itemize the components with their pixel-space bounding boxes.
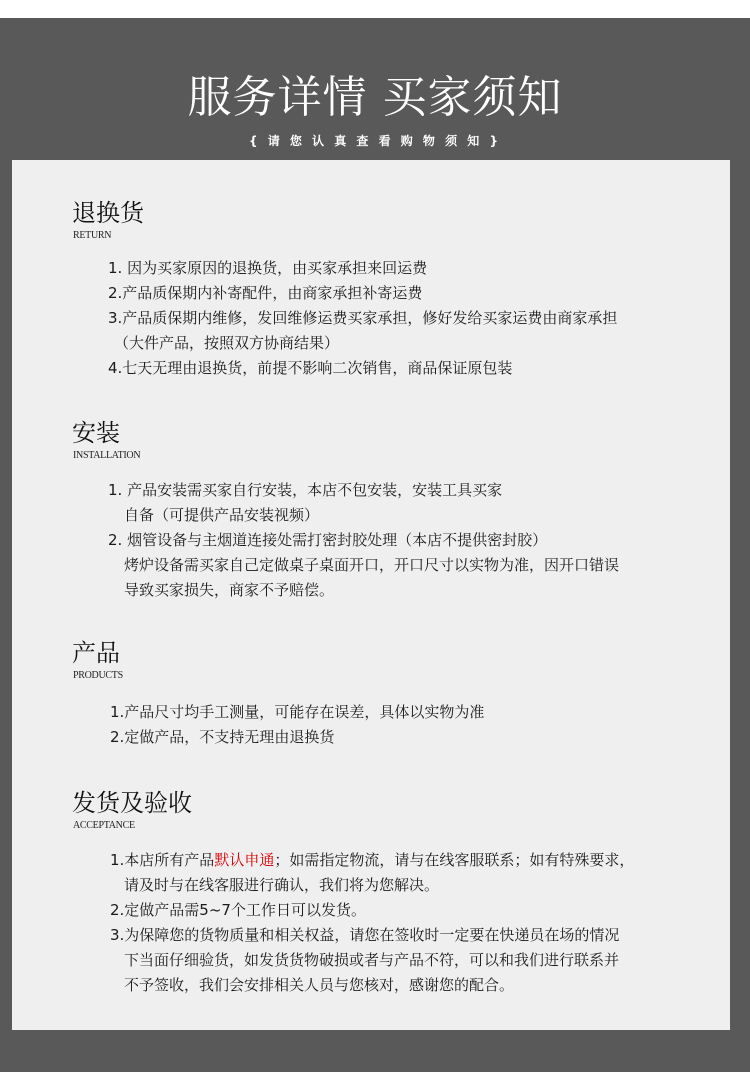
section-subtitle: RETURN (73, 230, 112, 241)
section-subtitle: PRODUCTS (73, 670, 123, 681)
list-item: 4.七天无理由退换货，前提不影响二次销售，商品保证原包装 (108, 359, 513, 377)
page-title: 服务详情 买家须知 (187, 72, 563, 123)
section-title: 发货及验收 (72, 789, 192, 817)
list-item: 2. 烟管设备与主烟道连接处需打密封胶处理（本店不提供密封胶） (108, 531, 548, 549)
list-item: 1. 因为买家原因的退换货，由买家承担来回运费 (108, 259, 428, 277)
section-subtitle: INSTALLATION (73, 450, 141, 461)
section-subtitle: ACCEPTANCE (73, 820, 135, 831)
list-item: 3.产品质保期内维修，发回维修运费买家承担，修好发给买家运费由商家承担 (108, 309, 618, 327)
list-item: 2.定做产品需5~7个工作日可以发货。 (110, 901, 366, 919)
list-item: 请及时与在线客服进行确认，我们将为您解决。 (124, 876, 440, 894)
section-title: 产品 (72, 639, 120, 667)
notice-card (12, 160, 730, 1030)
list-item (110, 848, 634, 873)
list-item: 不予签收，我们会安排相关人员与您核对，感谢您的配合。 (124, 976, 515, 994)
list-item: 下当面仔细验货，如发货货物破损或者与产品不符，可以和我们进行联系并 (124, 951, 620, 969)
shipping-text-pre: 1.本店所有产品 (110, 851, 215, 869)
list-item: 1.产品尺寸均手工测量，可能存在误差，具体以实物为准 (110, 703, 485, 721)
list-item: （大件产品，按照双方协商结果） (114, 334, 340, 352)
list-item: 烤炉设备需买家自己定做桌子桌面开口，开口尺寸以实物为准，因开口错误 (124, 556, 620, 574)
list-item: 导致买家损失，商家不予赔偿。 (124, 581, 335, 599)
shipping-text-post: ；如需指定物流，请与在线客服联系；如有特殊要求， (274, 851, 635, 869)
list-item: 3.为保障您的货物质量和相关权益，请您在签收时一定要在快递员在场的情况 (110, 926, 620, 944)
section-title: 安装 (72, 419, 120, 447)
list-item: 1. 产品安装需买家自行安装，本店不包安装，安装工具买家 (108, 481, 503, 499)
section-title: 退换货 (72, 199, 144, 227)
page-subtitle: { 请 您 认 真 查 看 购 物 须 知 } (248, 134, 502, 148)
default-carrier-highlight: 默认申通 (214, 851, 275, 869)
list-item: 2.产品质保期内补寄配件，由商家承担补寄运费 (108, 284, 423, 302)
list-item: 自备（可提供产品安装视频） (124, 506, 320, 524)
list-item: 2.定做产品，不支持无理由退换货 (110, 728, 335, 746)
